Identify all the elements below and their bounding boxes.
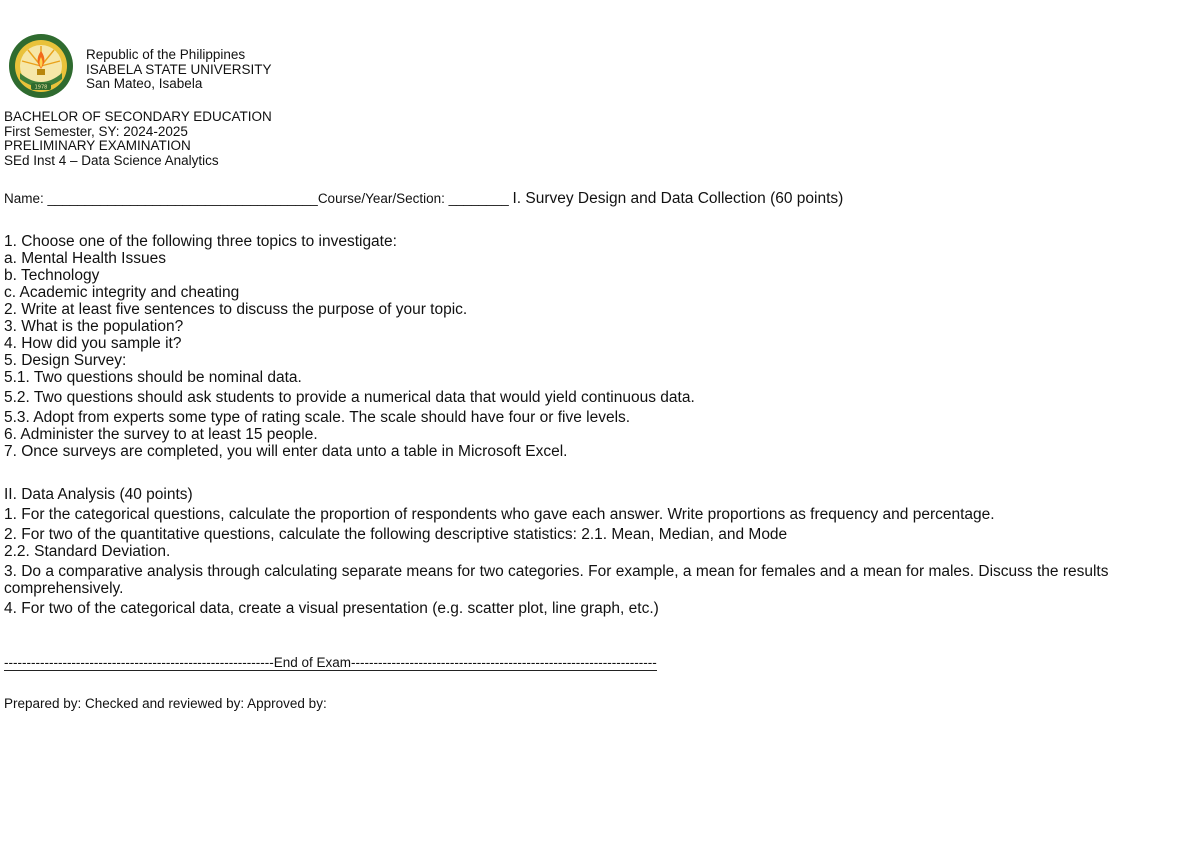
list-item: 4. How did you sample it? — [4, 335, 182, 352]
university-seal-logo — [6, 33, 76, 99]
republic-text: Republic of the Philippines — [86, 47, 246, 62]
program-title: BACHELOR OF SECONDARY EDUCATION — [4, 109, 272, 124]
institution-block — [86, 48, 272, 92]
list-item: 5. Design Survey: — [4, 352, 127, 369]
signature-line: Prepared by: Checked and reviewed by: Approved by: — [4, 696, 327, 711]
list-item: 4. For two of the categorical data, create a visual presentation (e.g. scatter plot, line graph, etc.) — [4, 600, 659, 617]
document-header — [6, 30, 606, 100]
list-item: 2.2. Standard Deviation. — [4, 543, 171, 560]
list-item: 2. For two of the quantitative questions, calculate the following descriptive statistics: 2.1. Mean, Median, and Mode — [4, 526, 788, 543]
list-item: 5.3. Adopt from experts some type of rating scale. The scale should have four or five levels. — [4, 409, 631, 426]
name-blank: ____________________________________ — [47, 191, 318, 206]
exam-title: PRELIMINARY EXAMINATION — [4, 138, 191, 153]
course-section-blank: ________ — [448, 191, 513, 206]
list-item: c. Academic integrity and cheating — [4, 284, 240, 301]
university-location: San Mateo, Isabela — [86, 76, 203, 91]
list-item: 2. Write at least five sentences to discuss the purpose of your topic. — [4, 301, 468, 318]
list-item: comprehensively. — [4, 580, 124, 597]
section1-list — [4, 233, 695, 460]
list-item: 1. For the categorical questions, calculate the proportion of respondents who gave each answer. Write proportions as frequency and percentage. — [4, 506, 995, 523]
course-section-label: Course/Year/Section: — [317, 191, 449, 206]
semester-text: First Semester, SY: 2024-2025 — [4, 123, 188, 139]
name-label: Name: — [4, 191, 48, 206]
student-info-line — [4, 190, 843, 208]
svg-text:1978: 1978 — [34, 84, 48, 91]
list-item: 5.2. Two questions should ask students to provide a numerical data that would yield continuous data. — [4, 389, 695, 406]
list-item: 3. Do a comparative analysis through calculating separate means for two categories. For example, a mean for females and a mean for males. Discuss the results — [4, 563, 1109, 580]
university-name: ISABELA STATE UNIVERSITY — [86, 61, 272, 77]
end-of-exam-line: ------------------------------------------------------------End of Exam-------------------------------------------------------------------- — [4, 655, 657, 670]
list-item: 6. Administer the survey to at least 15 people. — [4, 426, 318, 443]
list-item: b. Technology — [4, 267, 100, 284]
list-item: 7. Once surveys are completed, you will enter data unto a table in Microsoft Excel. — [4, 443, 568, 460]
list-item: 1. Choose one of the following three topics to investigate: — [4, 233, 397, 250]
list-item: 5.1. Two questions should be nominal data. — [4, 369, 302, 386]
exam-meta — [4, 110, 272, 168]
list-item: a. Mental Health Issues — [4, 250, 166, 267]
section2-heading: II. Data Analysis (40 points) — [4, 486, 193, 503]
list-item: 3. What is the population? — [4, 318, 184, 335]
section1-heading: I. Survey Design and Data Collection (60 points) — [512, 190, 844, 207]
course-title: SEd Inst 4 – Data Science Analytics — [4, 152, 219, 168]
section2-list — [4, 486, 1184, 617]
